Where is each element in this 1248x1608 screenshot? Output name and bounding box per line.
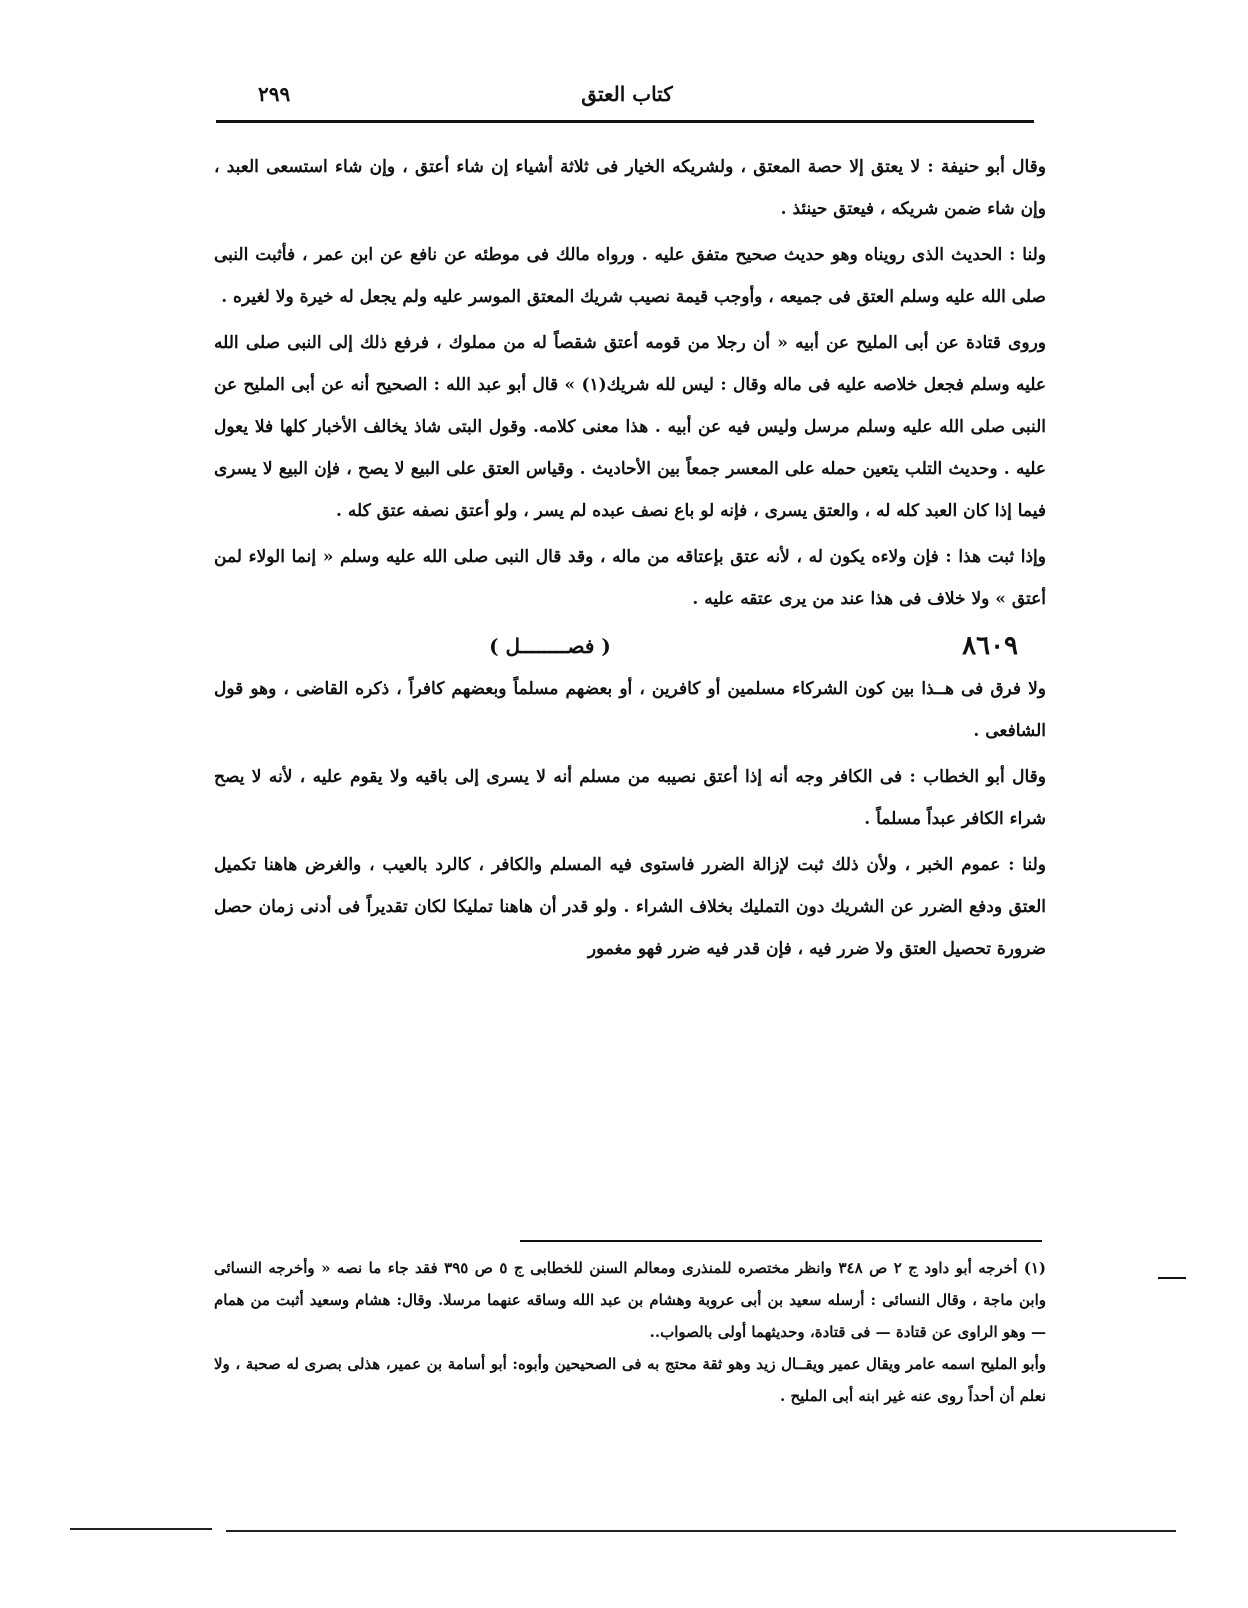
section-heading [214,624,1046,668]
paragraph: وإذا ثبت هذا : فإن ولاءه يكون له ، لأنه عتق بإعتاقه من ماله ، وقد قال النبى صلى الله عليه وسلم « إنما الولاء لمن أعتق » ولا خلاف فى هذا عند من يرى عتقه عليه . [214,547,1046,609]
paragraph: وقال أبو حنيفة : لا يعتق إلا حصة المعتق ، ولشريكه الخيار فى ثلاثة أشياء إن شاء أعتق ، وإن شاء استسعى العبد ، وإن شاء ضمن شريكه ، فيعتق حينئذ . [214,157,1046,219]
footnote: (١) أخرجه أبو داود ج ٢ ص ٣٤٨ وانظر مختصره للمنذرى ومعالم السنن للخطابى ج ٥ ص ٣٩٥ فقد جاء ما نصه « وأخرجه النسائى وابن ماجة ، وقال النسائى : أرسله سعيد بن أبى عروبة وهشام بن عبد الله وساقه عنهما مرسلا. وقال: هشام وسعيد أثبت من همام — وهو الراوى عن قتادة — فى قتادة، وحديثهما أولى بالصواب.. [214,1259,1046,1341]
footnotes [214,1252,1046,1412]
footnote: وأبو المليح اسمه عامر ويقال عمير ويقــال زيد وهو ثقة محتج به فى الصحيحين وأبوه: أبو أسامة بن عمير، هذلى بصرى له صحبة ، ولا نعلم أن أحداً روى عنه غير ابنه أبى المليح . [214,1355,1046,1405]
paragraph: ولنا : عموم الخبر ، ولأن ذلك ثبت لإزالة الضرر فاستوى فيه المسلم والكافر ، كالرد بالعيب ، والغرض هاهنا تكميل العتق ودفع الضرر عن الشريك دون التمليك بخلاف الشراء . ولو قدر أن هاهنا تمليكا لكان تقديراً فى أدنى زمان حصل ضرورة تحصيل العتق ولا ضرر فيه ، فإن قدر فيه ضرر فهو مغمور [214,855,1046,959]
bottom-rule [70,1528,212,1530]
paragraph: وروى قتادة عن أبى المليح عن أبيه « أن رجلا من قومه أعتق شقصاً له من مملوك ، فرفع ذلك إلى النبى صلى الله عليه وسلم فجعل خلاصه عليه فى ماله وقال : ليس لله شريك(١) » قال أبو عبد الله : الصحيح أنه عن أبى المليح عن النبى صلى الله عليه وسلم مرسل وليس فيه عن أبيه . هذا معنى كلامه. وقول البتى شاذ يخالف الأخبار كلها فلا يعول عليه . وحديث التلب يتعين حمله على المعسر جمعاً بين الأحاديث . وقياس العتق على البيع لا يصح ، فإن البيع لا يسرى فيما إذا كان العبد كله له ، والعتق يسرى ، فإنه لو باع نصف عبده لم يسر ، ولو أعتق نصفه عتق كله . [214,333,1047,521]
running-header [222,82,1032,118]
paragraph: ولنا : الحديث الذى رويناه وهو حديث صحيح متفق عليه . ورواه مالك فى موطئه عن نافع عن ابن عمر ، فأثبت النبى صلى الله عليه وسلم العتق فى جميعه ، وأوجب قيمة نصيب شريك المعتق الموسر عليه ولم يجعل له خيرة ولا لغيره . [214,245,1046,307]
footnote-rule [520,1240,1042,1242]
page-number: ٢٩٩ [258,82,291,106]
main-text [214,146,1046,970]
footnote-margin-mark [1158,1263,1186,1279]
paragraph: ولا فرق فى هــذا بين كون الشركاء مسلمين أو كافرين ، أو بعضهم مسلماً وبعضهم كافراً ، ذكره القاضى ، وهو قول الشافعى . [214,679,1046,741]
bottom-rule [226,1530,1176,1532]
section-title: ( فصــــــــل ) [489,634,611,658]
section-number: ٨٦٠٩ [962,631,1018,661]
chapter-title: كتاب العتق [581,82,673,106]
header-rule [216,120,1034,123]
paragraph: وقال أبو الخطاب : فى الكافر وجه أنه إذا أعتق نصيبه من مسلم أنه لا يسرى إلى باقيه ولا يقوم عليه ، لأنه لا يصح شراء الكافر عبداً مسلماً . [214,767,1046,829]
